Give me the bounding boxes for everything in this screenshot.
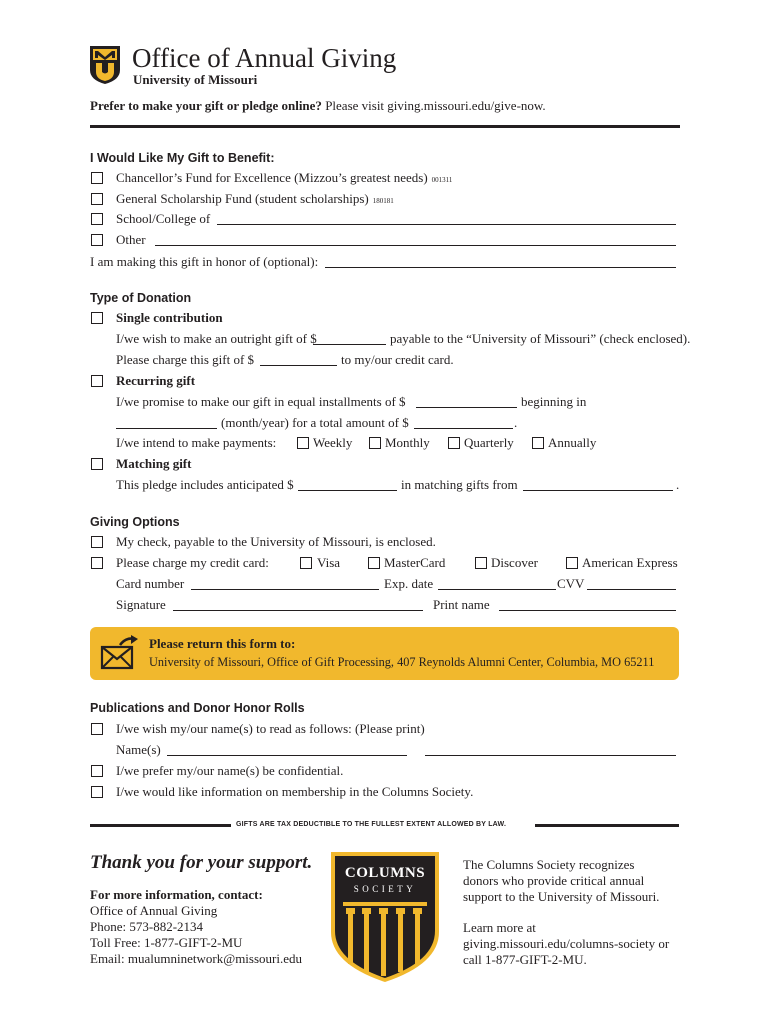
society-text-2: donors who provide critical annual (463, 873, 645, 888)
return-title: Please return this form to: (149, 636, 296, 651)
header-subtitle: University of Missouri (133, 72, 258, 87)
fund-code: 001311 (431, 176, 453, 184)
credit-card-label: Please charge my credit card: (116, 555, 269, 570)
tax-note: GIFTS ARE TAX DEDUCTIBLE TO THE FULLEST EXTENT ALLOWED BY LAW. (236, 821, 507, 828)
benefit-checkbox-scholarship[interactable] (91, 193, 103, 205)
benefit-checkbox-school[interactable] (91, 213, 103, 225)
recurring-line3: I/we intend to make payments: (116, 435, 277, 450)
exp-date-field[interactable] (438, 589, 556, 590)
card-mastercard-checkbox[interactable] (368, 557, 380, 569)
single-contribution-label: Single contribution (116, 310, 223, 325)
publications-heading: Publications and Donor Honor Rolls (90, 701, 305, 715)
frequency-quarterly-checkbox[interactable] (448, 437, 460, 449)
header-rule (90, 125, 680, 128)
online-note-bold: Prefer to make your gift or pledge online? (90, 98, 322, 113)
thanks-heading: Thank you for your support. (90, 852, 313, 873)
matching-line-a: This pledge includes anticipated $ (116, 477, 294, 492)
recurring-line1-b: beginning in (521, 394, 587, 409)
credit-card-checkbox[interactable] (91, 557, 103, 569)
card-visa-label: Visa (317, 555, 341, 570)
benefit-text-chancellor: Chancellor’s Fund for Excellence (Mizzou’s greatest needs) (116, 170, 428, 185)
frequency-weekly-label: Weekly (313, 435, 353, 450)
card-number-label: Card number (116, 576, 185, 591)
matching-line-b: in matching gifts from (401, 477, 518, 492)
giving-heading: Giving Options (90, 515, 180, 529)
contact-email: Email: mualumninetwork@missouri.edu (90, 951, 302, 966)
benefit-heading: I Would Like My Gift to Benefit: (90, 151, 275, 165)
other-field[interactable] (155, 245, 676, 246)
learn-more-3: call 1-877-GIFT-2-MU. (463, 952, 587, 967)
header-title: Office of Annual Giving (132, 43, 397, 73)
confidential-checkbox[interactable] (91, 765, 103, 777)
cvv-field[interactable] (587, 589, 676, 590)
columns-society-shield (331, 852, 439, 982)
contact-office: Office of Annual Giving (90, 903, 218, 918)
society-text-3: support to the University of Missouri. (463, 889, 660, 904)
return-address: University of Missouri, Office of Gift Processing, 407 Reynolds Alumni Center, Columbia, MO 65211 (149, 655, 655, 669)
card-discover-checkbox[interactable] (475, 557, 487, 569)
card-mastercard-label: MasterCard (384, 555, 446, 570)
contact-phone: Phone: 573-882-2134 (90, 919, 204, 934)
shield-title: COLUMNS (344, 865, 426, 881)
single-line1-b: payable to the “University of Missouri” (check enclosed). (390, 331, 691, 346)
online-note-text: Please visit giving.missouri.edu/give-now. (325, 98, 546, 113)
benefit-checkbox-other[interactable] (91, 234, 103, 246)
frequency-monthly-label: Monthly (385, 435, 430, 450)
matching-amount-field[interactable] (298, 490, 397, 491)
start-month-year-field[interactable] (116, 428, 217, 429)
school-college-field[interactable] (217, 224, 676, 225)
columns-info-checkbox[interactable] (91, 786, 103, 798)
card-amex-checkbox[interactable] (566, 557, 578, 569)
single-contribution-checkbox[interactable] (91, 312, 103, 324)
learn-more-1: Learn more at (463, 920, 536, 935)
tax-rule-left (90, 824, 231, 827)
return-form-box (90, 627, 679, 680)
envelope-icon (100, 635, 140, 671)
columns-info-label: I/we would like information on membership in the Columns Society. (116, 784, 474, 799)
single-line1-a: I/we wish to make an outright gift of $ (116, 331, 317, 346)
contact-toll-free: Toll Free: 1-877-GIFT-2-MU (90, 935, 243, 950)
mu-logo-icon (90, 46, 120, 84)
signature-label: Signature (116, 597, 166, 612)
benefit-label-scholarship (116, 191, 394, 209)
mu-logo (90, 46, 120, 84)
matching-company-field[interactable] (523, 490, 673, 491)
benefit-label-chancellor (116, 170, 452, 188)
charge-gift-amount-field[interactable] (260, 365, 337, 366)
single-line2-a: Please charge this gift of $ (116, 352, 255, 367)
online-note (90, 98, 546, 114)
recurring-line2-b: . (514, 415, 518, 430)
names-field-1[interactable] (167, 755, 407, 756)
names-label: Name(s) (116, 742, 161, 757)
single-line2-b: to my/our credit card. (341, 352, 454, 367)
recurring-gift-checkbox[interactable] (91, 375, 103, 387)
frequency-monthly-checkbox[interactable] (369, 437, 381, 449)
name-print-checkbox[interactable] (91, 723, 103, 735)
benefit-label-school: School/College of (116, 211, 211, 226)
frequency-weekly-checkbox[interactable] (297, 437, 309, 449)
donation-heading: Type of Donation (90, 291, 192, 305)
recurring-gift-label: Recurring gift (116, 373, 196, 388)
recurring-line2-a: (month/year) for a total amount of $ (221, 415, 409, 430)
benefit-checkbox-chancellor[interactable] (91, 172, 103, 184)
installment-amount-field[interactable] (416, 407, 517, 408)
card-number-field[interactable] (191, 589, 379, 590)
confidential-label: I/we prefer my/our name(s) be confidential. (116, 763, 344, 778)
frequency-annually-checkbox[interactable] (532, 437, 544, 449)
signature-field[interactable] (173, 610, 423, 611)
matching-gift-label: Matching gift (116, 456, 192, 471)
names-field-2[interactable] (425, 755, 676, 756)
name-print-label: I/we wish my/our name(s) to read as follows: (Please print) (116, 721, 425, 736)
frequency-annually-label: Annually (548, 435, 597, 450)
shield-subtitle: SOCIETY (353, 884, 417, 894)
cvv-label: CVV (557, 576, 585, 591)
benefit-label-other: Other (116, 232, 146, 247)
check-enclosed-checkbox[interactable] (91, 536, 103, 548)
learn-more-link[interactable]: giving.missouri.edu/columns-society or (463, 936, 670, 951)
fund-code: 180181 (372, 197, 394, 205)
frequency-quarterly-label: Quarterly (464, 435, 514, 450)
total-amount-field[interactable] (414, 428, 513, 429)
benefit-text-scholarship: General Scholarship Fund (student scholarships) (116, 191, 369, 206)
card-discover-label: Discover (491, 555, 538, 570)
print-name-label: Print name (433, 597, 490, 612)
card-amex-label: American Express (582, 555, 678, 570)
honor-label: I am making this gift in honor of (optional): (90, 254, 319, 269)
check-enclosed-label: My check, payable to the University of Missouri, is enclosed. (116, 534, 436, 549)
matching-gift-checkbox[interactable] (91, 458, 103, 470)
outright-gift-amount-field[interactable] (313, 344, 386, 345)
tax-rule-right (535, 824, 679, 827)
more-info-label: For more information, contact: (90, 887, 263, 902)
exp-date-label: Exp. date (384, 576, 434, 591)
society-text-1: The Columns Society recognizes (463, 857, 635, 872)
print-name-field[interactable] (499, 610, 676, 611)
matching-line-c: . (676, 477, 680, 492)
recurring-line1-a: I/we promise to make our gift in equal installments of $ (116, 394, 406, 409)
card-visa-checkbox[interactable] (300, 557, 312, 569)
honor-field[interactable] (325, 267, 676, 268)
